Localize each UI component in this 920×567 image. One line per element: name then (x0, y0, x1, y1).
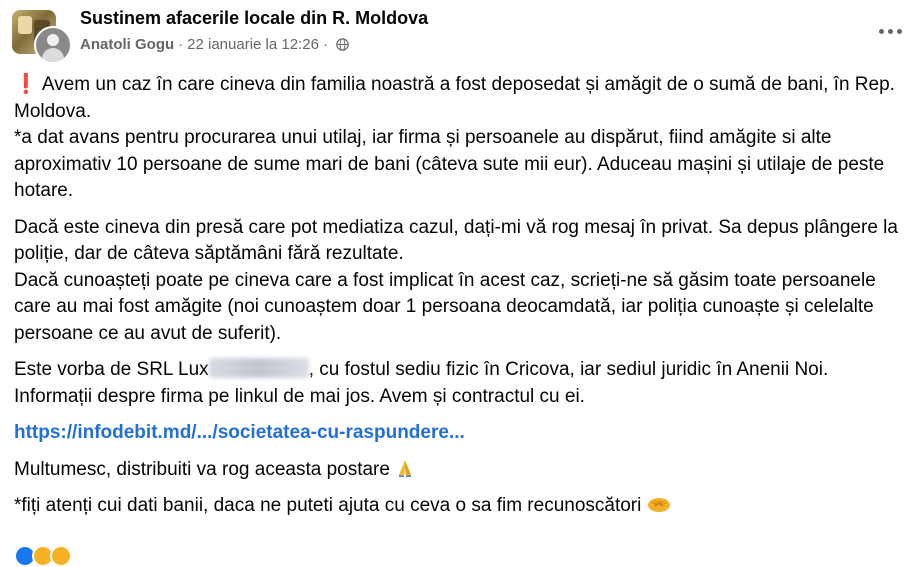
external-link[interactable]: https://infodebit.md/.../societatea-cu-raspundere... (14, 422, 465, 443)
author-avatar[interactable] (34, 26, 72, 64)
paragraph-text: *fiți atenți cui dati banii, daca ne puteti ajuta cu ceva o sa fim recunoscători (14, 495, 642, 516)
more-options-icon (879, 29, 884, 34)
paragraph-text: Informații despre firma pe linkul de mai jos. Avem și contractul cu ei. (14, 385, 585, 407)
reaction-icons[interactable] (14, 545, 68, 567)
avatar-head-shape (47, 34, 59, 46)
meta-separator: · (178, 36, 184, 53)
post-timestamp[interactable]: 22 ianuarie la 12:26 (187, 36, 319, 53)
exclamation-icon: ❗ (14, 74, 38, 95)
group-name-link[interactable]: Sustinem afacerile locale din R. Moldova (80, 8, 429, 28)
post-paragraph (14, 457, 908, 484)
redacted-text (209, 358, 309, 378)
post-paragraph (14, 215, 908, 348)
post-paragraph (14, 493, 908, 520)
author-name-link[interactable]: Anatoli Gogu (80, 36, 175, 53)
paragraph-text: Dacă cunoașteți poate pe cineva care a fost implicat în acest caz, scrieți-ne să găsim toate persoanele care au mai fost amăgite (noi cunoaștem doar 1 persoana deocamdată, iar poliția cunoaște și celelalte persoane ce au avut de suferit). (14, 269, 876, 344)
paragraph-text: Este vorba de SRL Lux (14, 359, 209, 380)
post-header (0, 0, 920, 66)
handshake-icon (647, 494, 671, 514)
avatar-group[interactable] (12, 10, 70, 60)
more-options-button[interactable] (872, 17, 908, 45)
paragraph-text: *a dat avans pentru procurarea unui utilaj, iar firma și persoanele au dispărut, fiind amăgite si alte aproximativ 10 persoane de sume mari de bani (câteva sute mii eur). Aduceau mașini și utilaje de peste hotare. (14, 127, 885, 201)
post-body (14, 72, 908, 520)
post-paragraph (14, 357, 908, 410)
folded-hands-icon (395, 458, 415, 478)
avatar-body-shape (42, 48, 64, 62)
paragraph-text: Multumesc, distribuiti va rog aceasta postare (14, 458, 390, 480)
post-paragraph (14, 72, 908, 205)
group-avatar-shape (18, 16, 32, 34)
meta-separator: · (322, 36, 328, 53)
globe-icon (336, 38, 349, 51)
post-paragraph (14, 420, 908, 447)
paragraph-text: Dacă este cineva din presă care pot mediatiza cazul, dați-mi vă rog mesaj în privat. Sa depus plângere la poliție, dar de câteva săptămâni fără rezultate. (14, 216, 898, 264)
more-options-icon (888, 29, 893, 34)
paragraph-text: , cu fostul sediu fizic în Cricova, iar sediul juridic în Anenii Noi. (308, 359, 829, 380)
post-meta (80, 36, 349, 53)
sad-reaction-icon (50, 545, 72, 567)
more-options-icon (897, 29, 902, 34)
paragraph-text: Avem un caz în care cineva din familia noastră a fost deposedat și amăgit de o sumă de bani, în Rep. Moldova. (14, 74, 895, 122)
